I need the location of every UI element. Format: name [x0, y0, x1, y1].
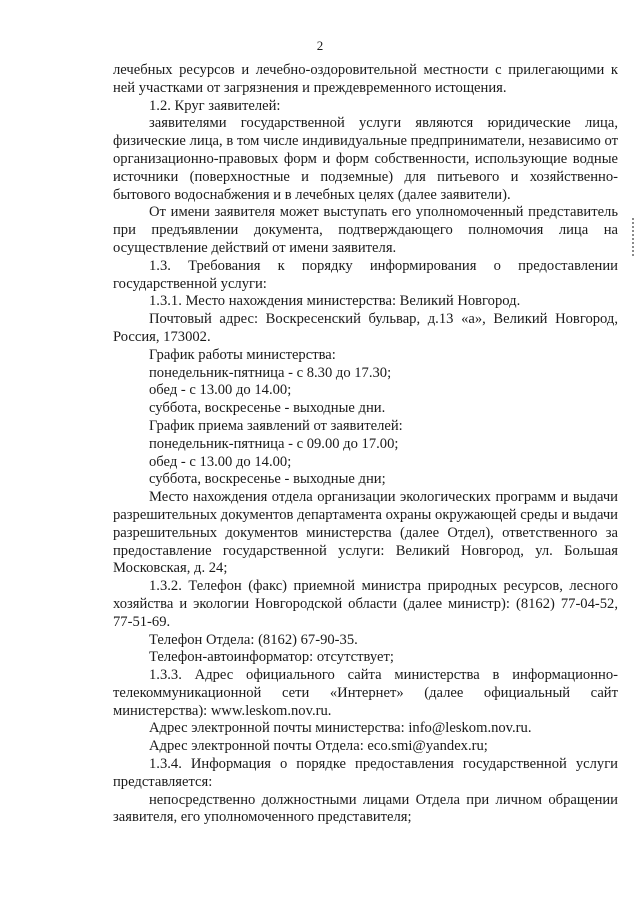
- paragraph: заявителями государственной услуги являются юридические лица, физические лица, в том числе индивидуальные предприниматели, независимо от организационно-правовых форм и форм собственности, использующие водные источники (поверхностные и подземные) для питьевого и хозяйственно-бытового водоснабжения и в лечебных целях (далее заявители).: [113, 115, 618, 203]
- paragraph: 1.3.3. Адрес официального сайта министерства в информационно-телекоммуникационной сети «Интернет» (далее официальный сайт министерства): www.leskom.nov.ru.: [113, 667, 618, 719]
- paragraph: непосредственно должностными лицами Отдела при личном обращении заявителя, его уполномоченного представителя;: [113, 791, 618, 826]
- paragraph: Место нахождения отдела организации экологических программ и выдачи разрешительных документов департамента охраны окружающей среды и выдачи разрешительных документов министерства (далее Отдел), ответственного за предоставление государственной услуги: Великий Новгород, ул. Большая Московская, д. 24;: [113, 489, 618, 577]
- paragraph: График приема заявлений от заявителей:: [149, 417, 403, 434]
- paragraph: Телефон Отдела: (8162) 67-90-35.: [149, 631, 358, 648]
- paragraph: понедельник-пятница - с 8.30 до 17.30;: [149, 364, 392, 381]
- scan-edge-mark: [632, 218, 634, 258]
- paragraph: 1.3.4. Информация о порядке предоставления государственной услуги представляется:: [113, 756, 618, 790]
- paragraph: 1.3.1. Место нахождения министерства: Великий Новгород.: [149, 293, 521, 310]
- paragraph: обед - с 13.00 до 14.00;: [149, 453, 292, 470]
- page-number: 2: [316, 38, 324, 53]
- paragraph: понедельник-пятница - с 09.00 до 17.00;: [149, 435, 399, 452]
- paragraph: Адрес электронной почты министерства: info@leskom.nov.ru.: [149, 720, 532, 737]
- paragraph: 1.2. Круг заявителей:: [149, 97, 281, 114]
- paragraph: Почтовый адрес: Воскресенский бульвар, д.13 «а», Великий Новгород, Россия, 173002.: [113, 311, 618, 345]
- paragraph: 1.3.2. Телефон (факс) приемной министра природных ресурсов, лесного хозяйства и экологии Новгородской области (далее министр): (8162) 77-04-52, 77-51-69.: [113, 578, 618, 630]
- paragraph: От имени заявителя может выступать его уполномоченный представитель при предъявлении документа, подтверждающего полномочия лица на осуществление действий от имени заявителя.: [113, 204, 618, 256]
- paragraph: График работы министерства:: [149, 346, 336, 363]
- paragraph: лечебных ресурсов и лечебно-оздоровительной местности с прилегающими к ней участками от загрязнения и преждевременного истощения.: [113, 62, 618, 96]
- paragraph: Телефон-автоинформатор: отсутствует;: [149, 649, 394, 666]
- paragraph: суббота, воскресенье - выходные дни;: [149, 471, 386, 488]
- paragraph: 1.3. Требования к порядку информирования о предоставлении государственной услуги:: [113, 257, 618, 292]
- paragraph: обед - с 13.00 до 14.00;: [149, 382, 292, 399]
- document-body: [113, 62, 618, 827]
- paragraph: Адрес электронной почты Отдела: eco.smi@yandex.ru;: [149, 738, 488, 755]
- paragraph: суббота, воскресенье - выходные дни.: [149, 400, 386, 417]
